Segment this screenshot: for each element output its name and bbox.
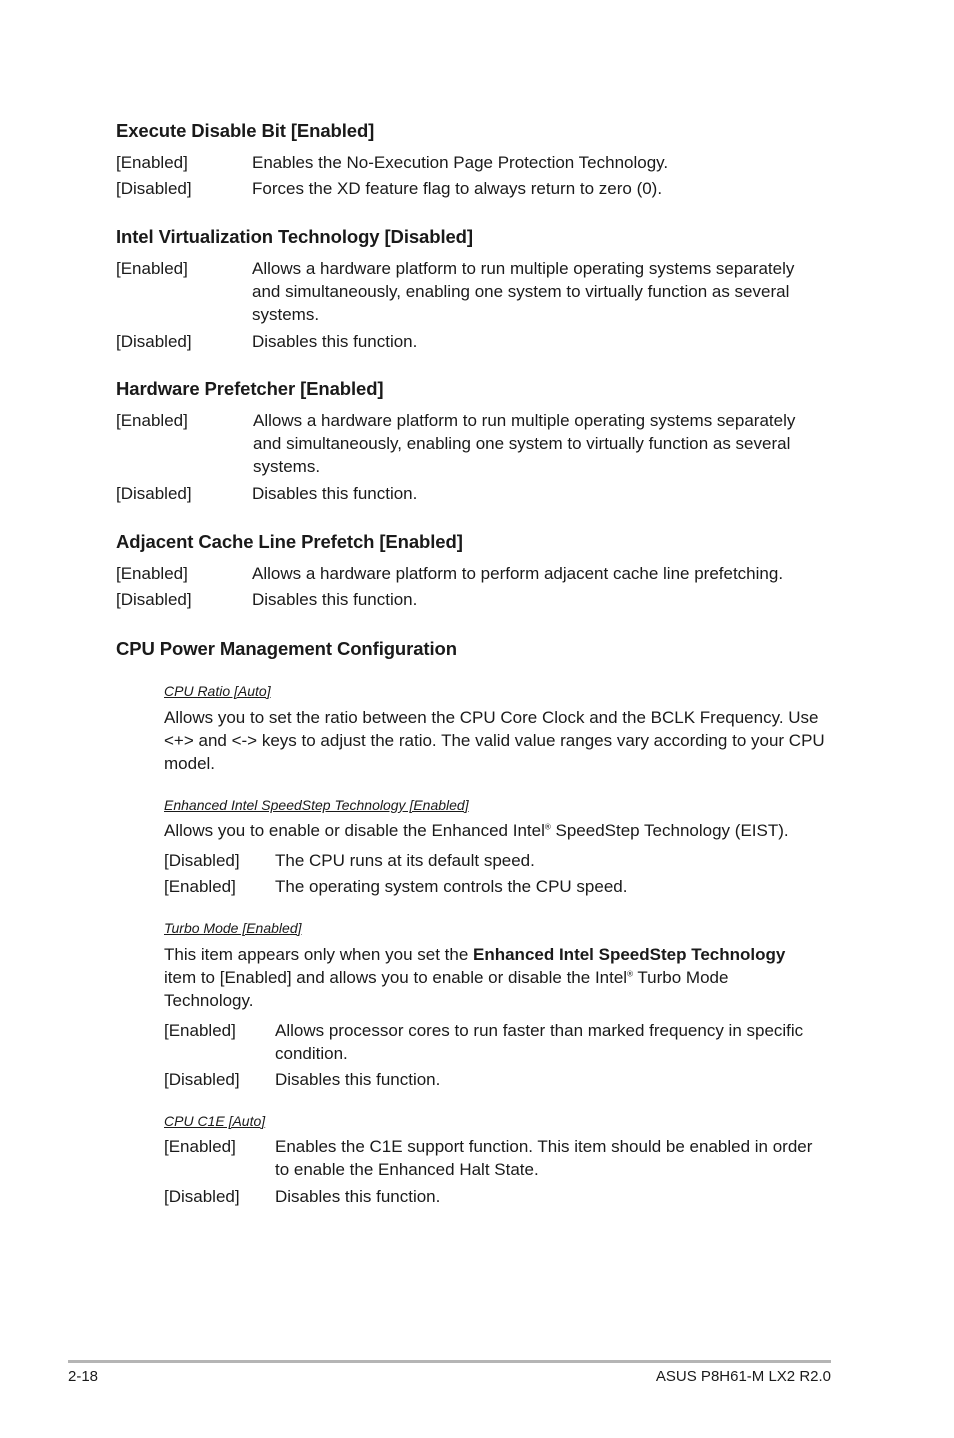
turbo-description: [164, 943, 804, 1012]
option-desc: Disables this function.: [252, 590, 418, 609]
option-desc: Disables this function.: [252, 332, 418, 351]
option-desc: The CPU runs at its default speed.: [275, 851, 535, 870]
option-key: [Disabled]: [164, 851, 240, 870]
option-key: [Enabled]: [116, 259, 188, 278]
option-row: [116, 151, 836, 174]
option-row: [164, 1135, 834, 1181]
section-title-hw-prefetcher: Hardware Prefetcher [Enabled]: [116, 378, 384, 399]
footer-divider: [68, 1360, 831, 1363]
option-row: [164, 1185, 834, 1208]
section-title-cpu-power: CPU Power Management Configuration: [116, 638, 457, 659]
option-desc: Allows a hardware platform to perform adjacent cache line prefetching.: [252, 564, 784, 583]
option-desc: Disables this function.: [252, 484, 418, 503]
option-key: [Disabled]: [116, 590, 192, 609]
option-desc: Enables the No-Execution Page Protection Technology.: [252, 153, 669, 172]
option-row: [116, 330, 836, 353]
registered-mark: ®: [627, 969, 633, 979]
eist-desc-before: Allows you to enable or disable the Enhanced Intel: [164, 821, 545, 840]
option-key: [Enabled]: [116, 153, 188, 172]
cpu-ratio-description: Allows you to set the ratio between the CPU Core Clock and the BCLK Frequency. Use <+> and <-> keys to adjust the ratio. The valid value ranges vary according to your CPU model.: [164, 708, 825, 773]
option-key: [Disabled]: [116, 484, 192, 503]
option-key: [Enabled]: [164, 1137, 236, 1156]
registered-mark: ®: [544, 822, 551, 832]
option-row: [164, 875, 834, 898]
option-desc: The operating system controls the CPU speed.: [275, 877, 628, 896]
option-desc: Enables the C1E support function. This item should be enabled in order to enable the Enhanced Halt State.: [275, 1137, 813, 1179]
option-key: [Enabled]: [164, 1021, 236, 1040]
turbo-desc-bold: Enhanced Intel SpeedStep Technology: [473, 945, 786, 964]
product-name: ASUS P8H61-M LX2 R2.0: [655, 1368, 831, 1385]
option-row: [116, 257, 836, 326]
subsection-title-c1e: CPU C1E [Auto]: [164, 1113, 266, 1129]
option-key: [Enabled]: [164, 877, 236, 896]
option-desc: Allows processor cores to run faster than marked frequency in specific condition.: [275, 1021, 804, 1063]
turbo-desc-part1: This item appears only when you set the: [164, 945, 473, 964]
option-key: [Disabled]: [116, 332, 192, 351]
option-row: [164, 1019, 834, 1065]
option-row: [116, 482, 836, 505]
option-desc: Forces the XD feature flag to always return to zero (0).: [252, 179, 663, 198]
option-row: [116, 409, 836, 478]
section-title-execute-disable: Execute Disable Bit [Enabled]: [116, 120, 375, 141]
option-key: [Disabled]: [164, 1187, 240, 1206]
page-number: 2-18: [68, 1368, 99, 1385]
section-title-intel-vt: Intel Virtualization Technology [Disabled]: [116, 226, 473, 247]
option-desc: Disables this function.: [275, 1070, 441, 1089]
section-title-adjacent-cache: Adjacent Cache Line Prefetch [Enabled]: [116, 531, 463, 552]
option-key: [Enabled]: [116, 411, 188, 430]
subsection-title-cpu-ratio: CPU Ratio [Auto]: [164, 683, 271, 699]
option-desc: Allows a hardware platform to run multiple operating systems separately and simultaneously, enabling one system to virtually function as several systems.: [253, 411, 796, 476]
option-key: [Enabled]: [116, 564, 188, 583]
turbo-desc-part3: Turbo Mode Technology.: [164, 968, 729, 1010]
option-row: [164, 849, 834, 872]
option-row: [116, 562, 836, 585]
option-desc: Disables this function.: [275, 1187, 441, 1206]
eist-description: [164, 819, 834, 842]
option-row: [164, 1068, 834, 1091]
option-desc: Allows a hardware platform to run multiple operating systems separately and simultaneously, enabling one system to virtually function as several systems.: [252, 259, 795, 324]
turbo-desc-part2: item to [Enabled] and allows you to enable or disable the Intel: [164, 968, 628, 987]
option-row: [116, 177, 836, 200]
subsection-title-eist: Enhanced Intel SpeedStep Technology [Enabled]: [164, 797, 469, 813]
option-row: [116, 588, 836, 611]
option-key: [Disabled]: [164, 1070, 240, 1089]
eist-desc-after: SpeedStep Technology (EIST).: [550, 821, 789, 840]
option-key: [Disabled]: [116, 179, 192, 198]
subsection-title-turbo: Turbo Mode [Enabled]: [164, 920, 302, 936]
